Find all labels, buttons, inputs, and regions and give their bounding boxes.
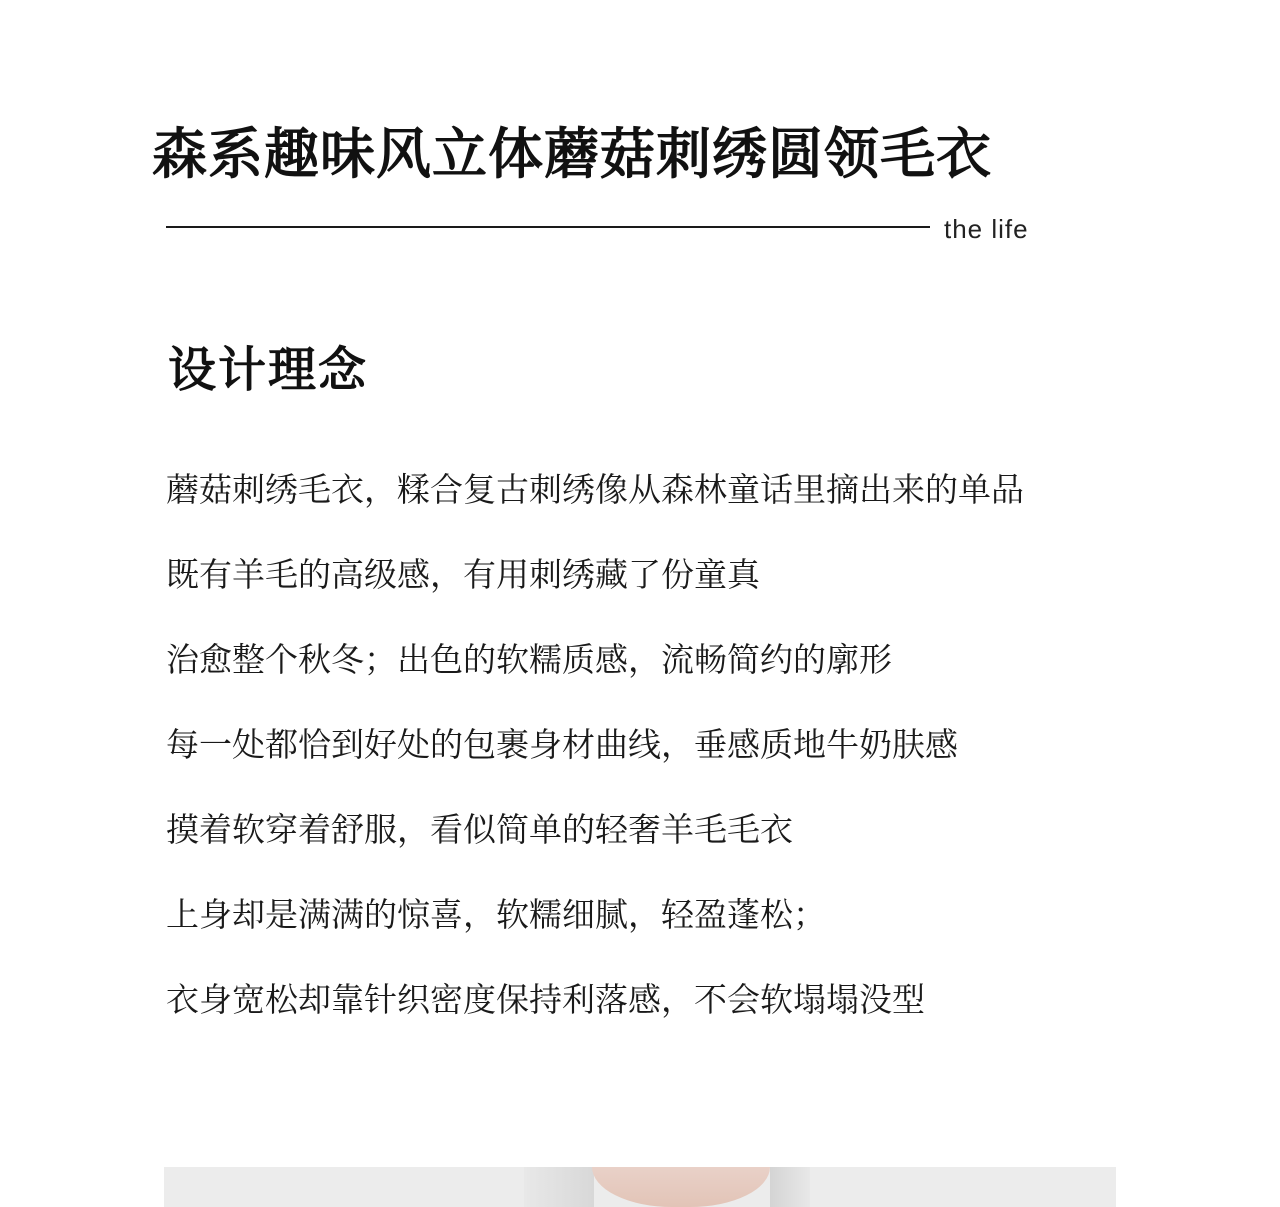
photo-hair-left	[524, 1167, 594, 1207]
title-divider	[166, 226, 930, 228]
concept-line: 蘑菇刺绣毛衣，糅合复古刺绣像从森林童话里摘出来的单品	[166, 470, 1024, 509]
photo-model-chin	[592, 1167, 770, 1207]
tagline: the life	[944, 214, 1029, 244]
concept-line: 上身却是满满的惊喜，软糯细腻，轻盈蓬松；	[166, 895, 826, 934]
concept-line: 既有羊毛的高级感，有用刺绣藏了份童真	[166, 555, 760, 594]
product-photo	[164, 1167, 1116, 1207]
concept-line: 治愈整个秋冬；出色的软糯质感，流畅简约的廓形	[166, 640, 892, 679]
page-title: 森系趣味风立体蘑菇刺绣圆领毛衣	[152, 122, 993, 186]
photo-hair-right	[770, 1167, 810, 1207]
section-heading: 设计理念	[168, 342, 369, 398]
concept-line: 每一处都恰到好处的包裹身材曲线，垂感质地牛奶肤感	[166, 725, 958, 764]
concept-line: 摸着软穿着舒服，看似简单的轻奢羊毛毛衣	[166, 810, 793, 849]
design-concept-text	[166, 462, 1266, 1057]
concept-line: 衣身宽松却靠针织密度保持利落感，不会软塌塌没型	[166, 980, 925, 1019]
